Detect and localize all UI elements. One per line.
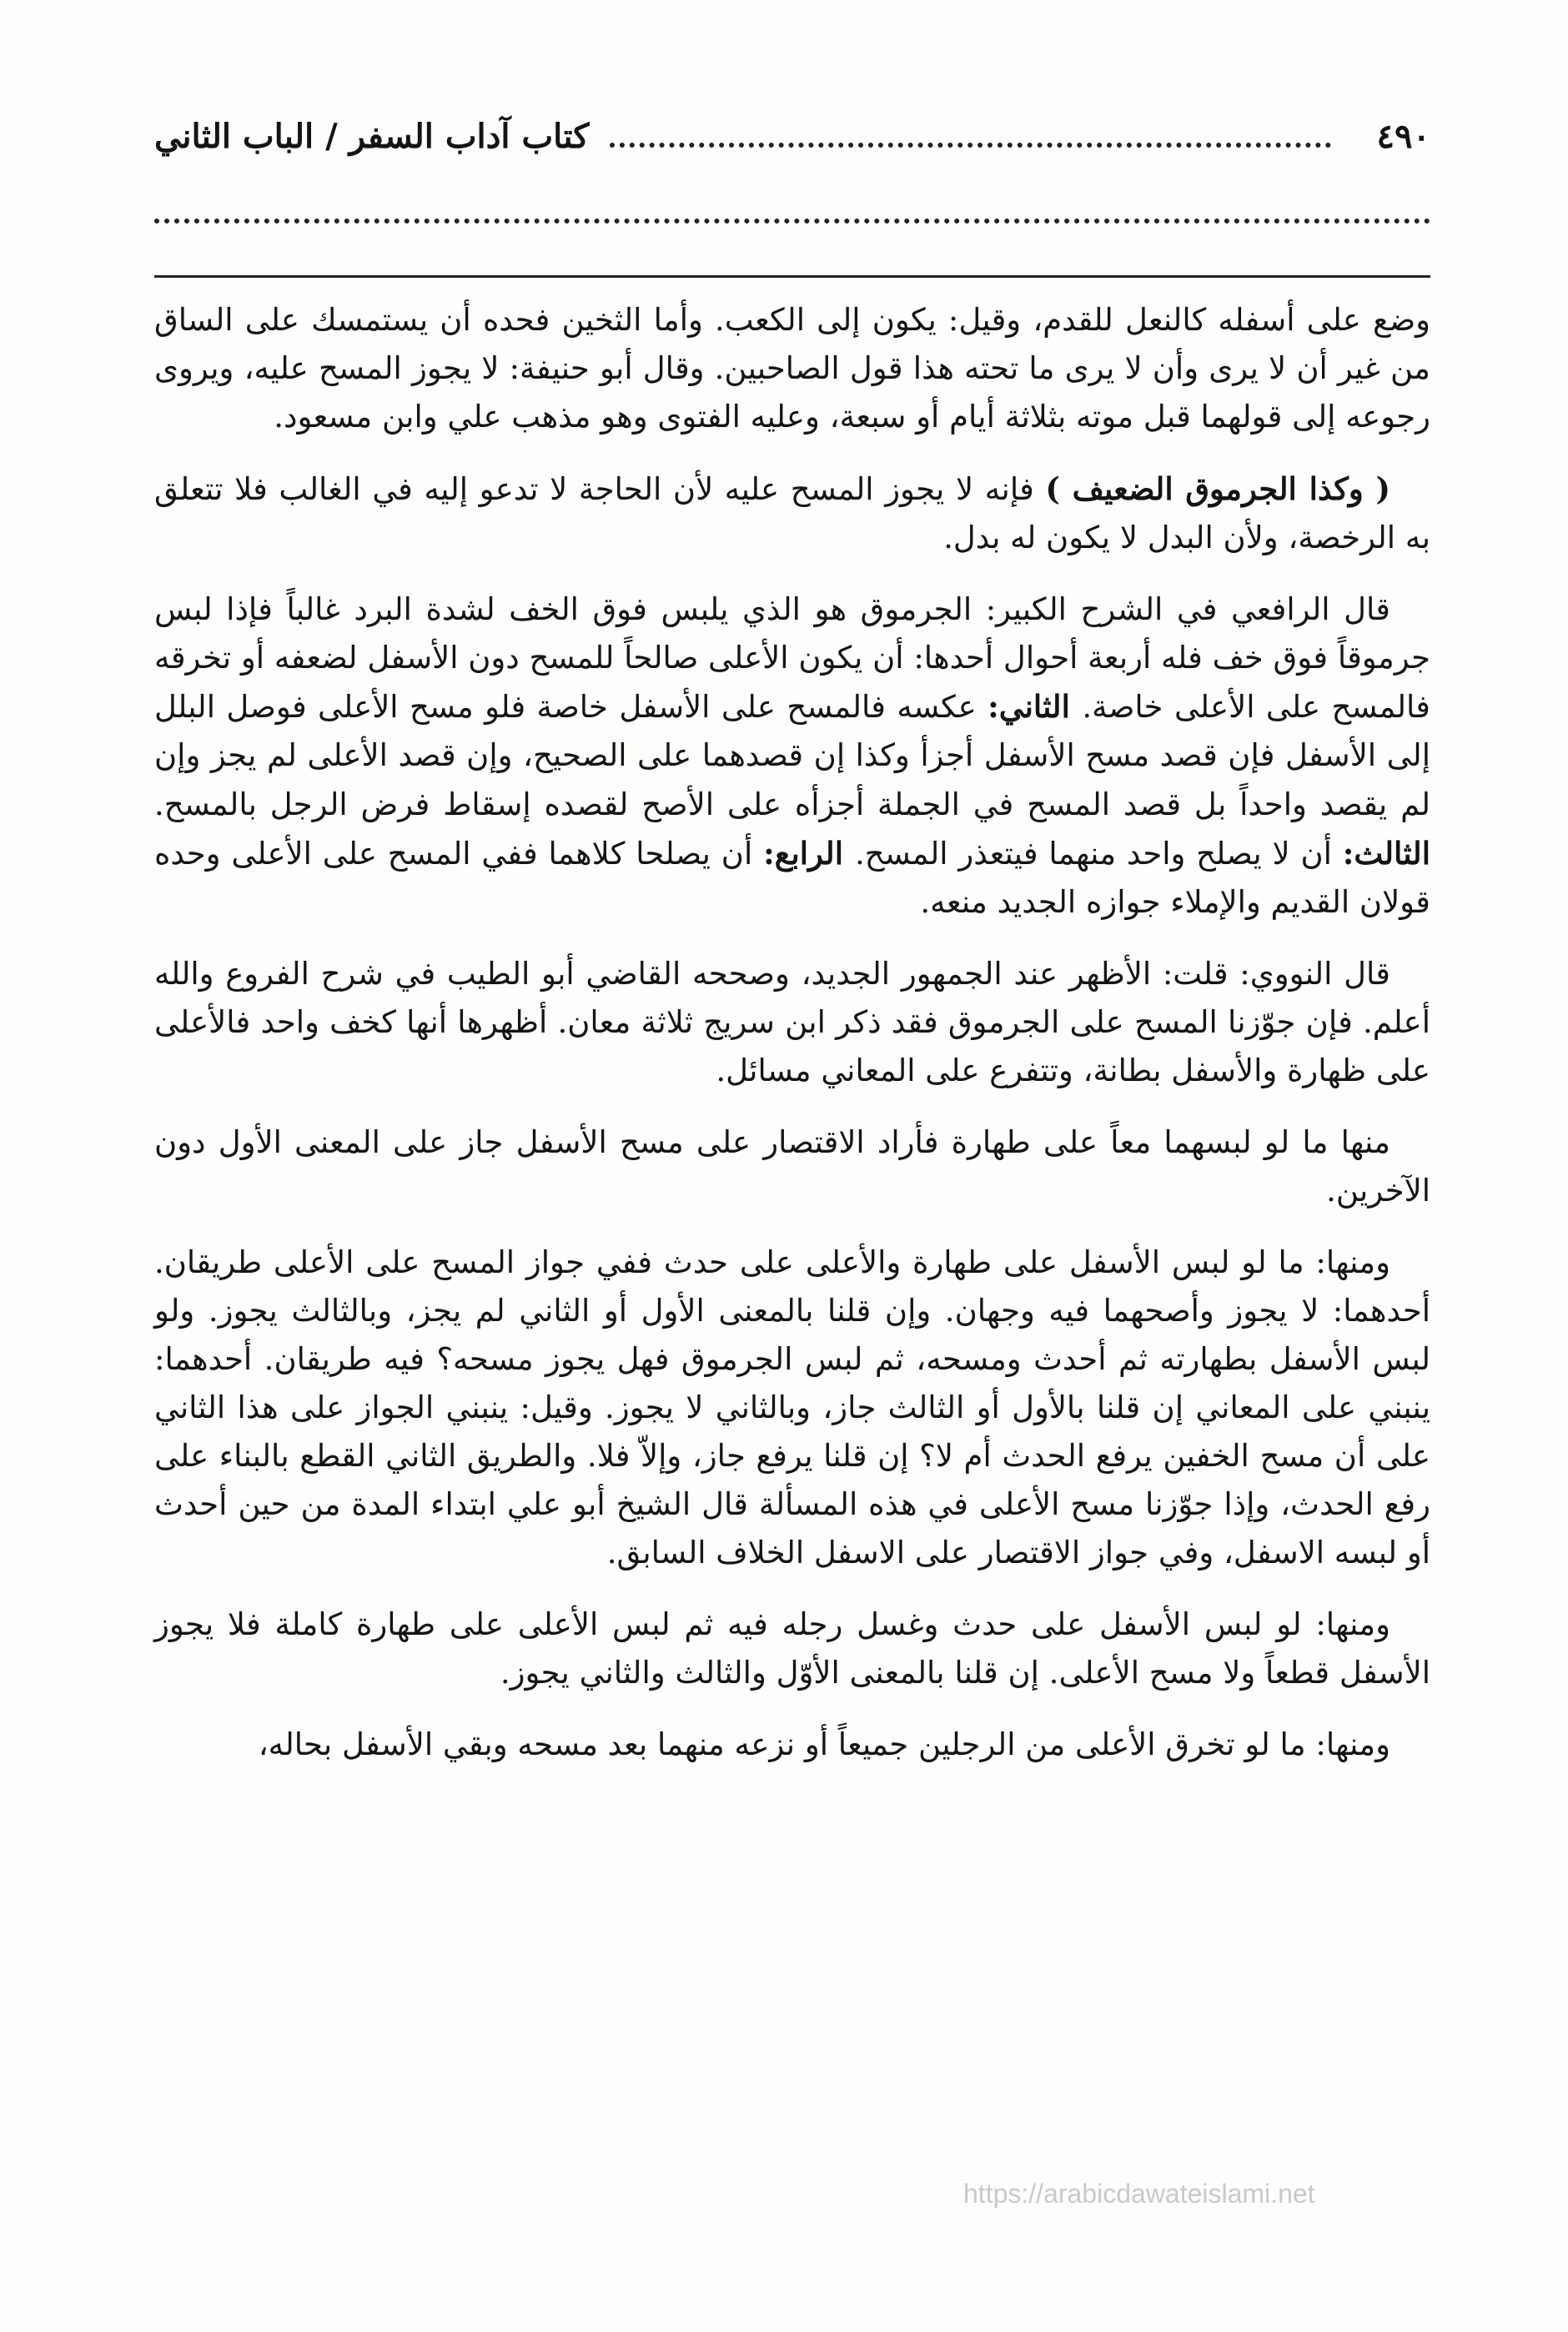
paragraph-7: ومنها: لو لبس الأسفل على حدث وغسل رجله فيه ثم لبس الأعلى على طهارة كاملة فلا يجوز الأسفل قطعاً ولا مسح الأعلى. إن قلنا بالمعنى الأوّل والثالث والثاني يجوز. <box>154 1606 1430 1691</box>
case-label-second: الثاني: <box>988 688 1083 725</box>
paragraph-2: ( وكذا الجرموق الضعيف ) فإنه لا يجوز المسح عليه لأن الحاجة لا تدعو إليه في الغالب فلا تتعلق به الرخصة، ولأن البدل لا يكون له بدل. <box>154 470 1430 555</box>
running-header <box>154 117 1430 175</box>
paragraph-5: منها ما لو لبسهما معاً على طهارة فأراد الاقتصار على مسح الأسفل جاز على المعنى الأول دون الآخرين. <box>154 1124 1430 1209</box>
quoted-term: ( وكذا الجرموق الضعيف ) <box>1045 470 1390 507</box>
header-rule <box>154 275 1430 278</box>
body-text <box>154 296 1430 1792</box>
header-leader-dots <box>610 124 1330 148</box>
paragraph-3: قال الرافعي في الشرح الكبير: الجرموق هو الذي يلبس فوق الخف لشدة البرد غالباً فإذا لبس جرموقاً فوق خف فله أربعة أحوال أحدها: أن يكون الأعلى صالحاً للمسح دون الأسفل لضعفه أو تخرقه فالمسح على الأعلى خاصة. الثاني: عكسه فالمسح على الأسفل خاصة فلو مسح الأعلى فوصل البلل إلى الأسفل فإن قصد مسح الأسفل أجزأ وكذا إن قصدهما على الصحيح، وإن قصد الأعلى لم يجز وإن لم يقصد واحداً بل قصد المسح في الجملة أجزأه على الأصح لقصده إسقاط فرض الرجل بالمسح. الثالث: أن لا يصلح واحد منهما فيتعذر المسح. الرابع: أن يصلحا كلاهما ففي المسح على الأعلى وحده قولان القديم والإملاء جوازه الجديد منعه. <box>154 591 1430 920</box>
dotted-separator <box>154 219 1430 224</box>
watermark-url: https://arabicdawateislami.net <box>963 2179 1315 2209</box>
paragraph-4: قال النووي: قلت: الأظهر عند الجمهور الجديد، وصححه القاضي أبو الطيب في شرح الفروع والله أعلم. فإن جوّزنا المسح على الجرموق فقد ذكر ابن سريج ثلاثة معان. أظهرها أنها كخف واحد فالأعلى على ظهارة والأسفل بطانة، وتتفرع على المعاني مسائل. <box>154 956 1430 1088</box>
case-label-fourth: الرابع: <box>763 835 855 872</box>
paragraph-6: ومنها: ما لو لبس الأسفل على طهارة والأعلى على حدث ففي جواز المسح على الأعلى طريقان. أحدهما: لا يجوز وأصحهما فيه وجهان. وإن قلنا بالمعنى الأول أو الثاني لم يجز، وبالثالث يجوز. ولو لبس الأسفل بطهارته ثم أحدث ومسحه، ثم لبس الجرموق فهل يجوز مسحه؟ فيه طريقان. أحدهما: ينبني على المعاني إن قلنا بالأول أو الثالث جاز، وبالثاني لا يجوز. وقيل: ينبني الجواز على هذا الثاني على أن مسح الخفين يرفع الحدث أم لا؟ إن قلنا يرفع جاز، وإلاّ فلا. والطريق الثاني القطع بالبناء على رفع الحدث، وإذا جوّزنا مسح الأعلى في هذه المسألة قال الشيخ أبو علي ابتداء المدة من حين أحدث أو لبسه الاسفل، وفي جواز الاقتصار على الاسفل الخلاف السابق. <box>154 1244 1430 1571</box>
case-label-third: الثالث: <box>1342 835 1430 872</box>
chapter-title: كتاب آداب السفر / الباب الثاني <box>154 117 590 156</box>
paragraph-8: ومنها: ما لو تخرق الأعلى من الرجلين جميعاً أو نزعه منهما بعد مسحه وبقي الأسفل بحاله، <box>258 1726 1390 1762</box>
page-number: ٤٩٠ <box>1376 117 1430 156</box>
paragraph-1: وضع على أسفله كالنعل للقدم، وقيل: يكون إلى الكعب. وأما الثخين فحده أن يستمسك على الساق من غير أن لا يرى وأن لا يرى ما تحته هذا قول الصاحبين. وقال أبو حنيفة: لا يجوز المسح عليه، ويروى رجوعه إلى قولهما قبل موته بثلاثة أيام أو سبعة، وعليه الفتوى وهو مذهب علي وابن مسعود. <box>154 302 1430 435</box>
